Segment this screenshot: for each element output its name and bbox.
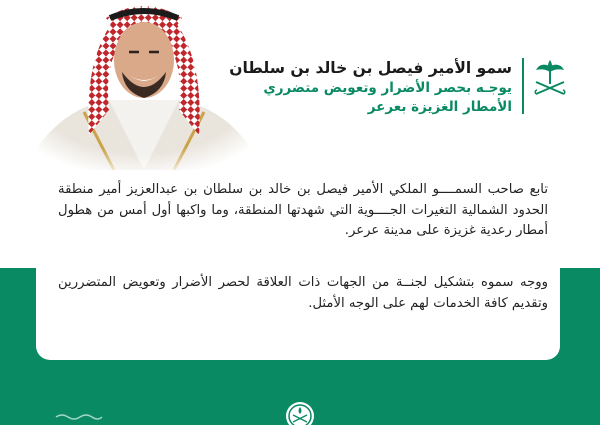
headline-name: سمو الأمير فيصل بن خالد بن سلطان bbox=[229, 59, 512, 77]
headline-subtitle-line2: الأمطار الغزيزة بعرعر bbox=[367, 99, 512, 115]
body-paragraph-1: تابع صاحب السمــــو الملكي الأمير فيصل بن خالد بن سلطان بن عبدالعزيز أمير منطقة الحدود الشمالية التغيرات الجــــوية التي شهدتها المنطقة، وما واكبها أول أمس من هطول أمطار رعدية غزيزة على مدينة عرعر. bbox=[58, 182, 548, 238]
region-logo-icon bbox=[280, 398, 320, 425]
headline-block bbox=[229, 58, 512, 117]
saudi-emblem-icon bbox=[532, 56, 568, 98]
portrait-photo bbox=[14, 0, 269, 170]
headline-divider bbox=[522, 58, 524, 114]
body-paragraph-2: ووجه سموه بتشكيل لجنــة من الجهات ذات العلاقة لحصر الأضرار وتعويض المتضررين وتقديم كافة الخدمات لهم على الوجه الأمثل. bbox=[58, 275, 548, 311]
footer-watermark-icon bbox=[54, 411, 104, 421]
headline-subtitle-line1: يوجـه بحصر الأضرار وتعويض متضرري bbox=[263, 80, 512, 96]
